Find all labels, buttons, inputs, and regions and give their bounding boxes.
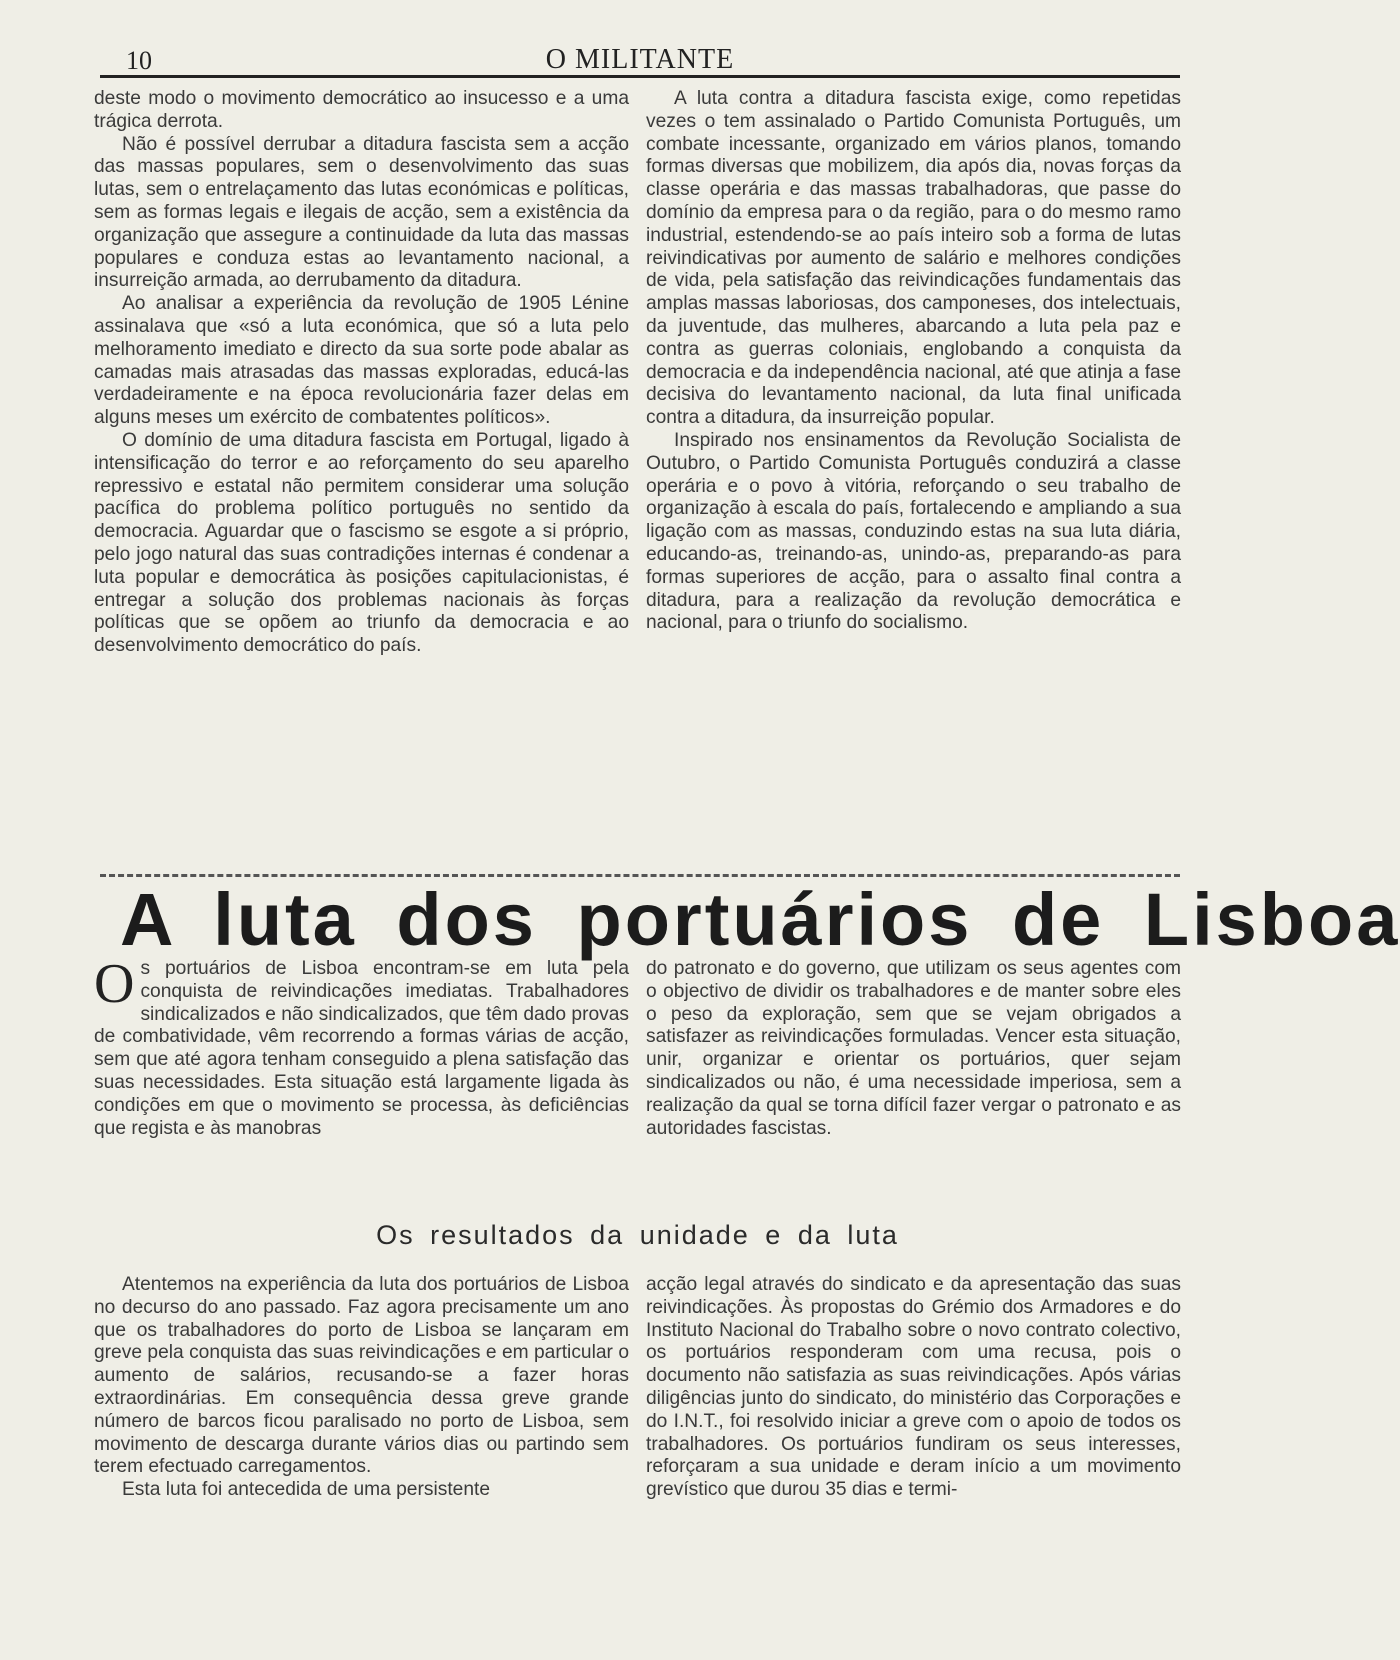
body-column-2 [646, 1274, 1181, 1644]
paragraph: acção legal através do sindicato e da apresentação das suas reivindicações. Às propostas do Grémio dos Armadores e do Instituto Nacional do Trabalho sobre o novo contrato colectivo, os portuários responderam com uma recusa, pois o documento não satisfazia as suas reivindicações. Após várias diligências junto do sindicato, do ministério das Corporações e do I.N.T., foi resolvido iniciar a greve com o apoio de todos os trabalhadores. Os portuários fundiram os seus interesses, reforçaram a sua unidade e deram início a um movimento grevístico que durou 35 dias e termi- [646, 1274, 1181, 1501]
paragraph: O domínio de uma ditadura fascista em Portugal, ligado à intensificação do terror e ao reforçamento do seu aparelho repressivo e estatal não permitem considerar uma solução pacífica do problema político português no sentido da democracia. Aguardar que o fascismo se esgote a si próprio, pelo jogo natural das suas contradições internas é condenar a luta popular e democrática às posições capitulacionistas, é entregar a solução dos problemas nacionais às forças políticas que se opõem ao triunfo da democracia e ao desenvolvimento democrático do país. [94, 429, 629, 657]
paragraph: Esta luta foi antecedida de uma persistente [122, 1479, 490, 1501]
top-article-column-2 [646, 88, 1181, 833]
page-number: 10 [126, 46, 152, 75]
paragraph: Ao analisar a experiência da revolução de 1905 Lénine assinalava que «só a luta económica, que só a luta pelo melhoramento imediato e directo da sua sorte pode abalar as camadas mais atrasadas das massas exploradas, educá-las verdadeiramente e na época revolucionária fazer delas em alguns meses um exército de combatentes políticos». [94, 293, 629, 429]
intro-column-2 [646, 958, 1181, 1208]
header-rule [100, 75, 1180, 78]
paragraph: Atentemos na experiência da luta dos portuários de Lisboa no decurso do ano passado. Faz agora precisamente um ano que os trabalhadores do porto de Lisboa se lançaram em greve pela conquista das suas reivindicações e em particular o aumento de salários, recusando-se a fazer horas extraordinárias. Em consequência dessa greve grande número de barcos ficou paralisado no porto de Lisboa, sem movimento de descarga durante vários dias ou partindo sem terem efectuado carregamentos. [94, 1274, 629, 1478]
top-article-column-1 [94, 88, 629, 833]
paragraph: s portuários de Lisboa encontram-se em luta pela conquista de reivindicações imediatas. Trabalhadores sindicalizados e não sindicalizados, que têm dado provas de combatividade, vêm recorrendo a formas várias de acção, sem que até agora tenham conseguido a plena satisfação das suas necessidades. Esta situação está largamente ligada às condições em que o movimento se processa, às deficiências que regista e às manobras [94, 958, 629, 1139]
paragraph: Inspirado nos ensinamentos da Revolução Socialista de Outubro, o Partido Comunista Português conduzirá a classe operária e o povo à vitória, reforçando o seu trabalho de organização à escala do país, fortalecendo e ampliando a sua ligação com as massas, conduzindo estas na sua luta diária, educando-as, treinando-as, unindo-as, preparando-as para formas superiores de acção, para o assalto final contra a ditadura, para a realização da revolução democrática e nacional, para o triunfo do socialismo. [646, 429, 1181, 634]
intro-column-1 [94, 953, 629, 1208]
article-headline: A luta dos portuários de Lisboa [120, 878, 1400, 961]
section-divider [100, 874, 1180, 877]
section-subheading: Os resultados da unidade e da luta [376, 1220, 899, 1250]
paragraph: Não é possível derrubar a ditadura fascista sem a acção das massas populares, sem o desenvolvimento das suas lutas, sem o entrelaçamento das lutas económicas e políticas, sem as formas legais e ilegais de acção, sem a existência da organização que assegure a continuidade da luta das massas populares e conduza estas ao levantamento nacional, a insurreição armada, ao derrubamento da ditadura. [94, 133, 629, 292]
paragraph: do patronato e do governo, que utilizam os seus agentes com o objectivo de dividir os trabalhadores e de manter sobre eles o peso da exploração, sem que se vejam obrigados a satisfazer as reivindicações formuladas. Vencer esta situação, unir, organizar e orientar os portuários, quer sejam sindicalizados ou não, é uma necessidade imperiosa, sem a realização da qual se torna difícil fazer vergar o patronato e as autoridades fascistas. [646, 958, 1181, 1139]
journal-title: O MILITANTE [545, 44, 735, 75]
body-column-1 [94, 1274, 629, 1644]
paragraph: A luta contra a ditadura fascista exige, como repetidas vezes o tem assinalado o Partido Comunista Português, um combate incessante, organizado em vários planos, tomando formas diversas que mobilizem, dia após dia, novas forças da classe operária e das massas trabalhadoras, que passe do domínio da empresa para o da região, para o do mesmo ramo industrial, estendendo-se ao país inteiro sob a forma de lutas reivindicativas por aumento de salário e melhores condições de vida, pela satisfação das reivindicações fundamentais das amplas massas laboriosas, dos camponeses, dos intelectuais, da juventude, das mulheres, abarcando a luta pela paz e contra as guerras coloniais, englobando a conquista da democracia e da independência nacional, até que atinja a fase decisiva do levantamento nacional, da luta final unificada contra a ditadura, da insurreição popular. [646, 88, 1181, 429]
drop-cap: O [94, 953, 135, 1015]
paragraph: deste modo o movimento democrático ao insucesso e a uma trágica derrota. [94, 88, 629, 132]
page-header [100, 40, 1180, 80]
